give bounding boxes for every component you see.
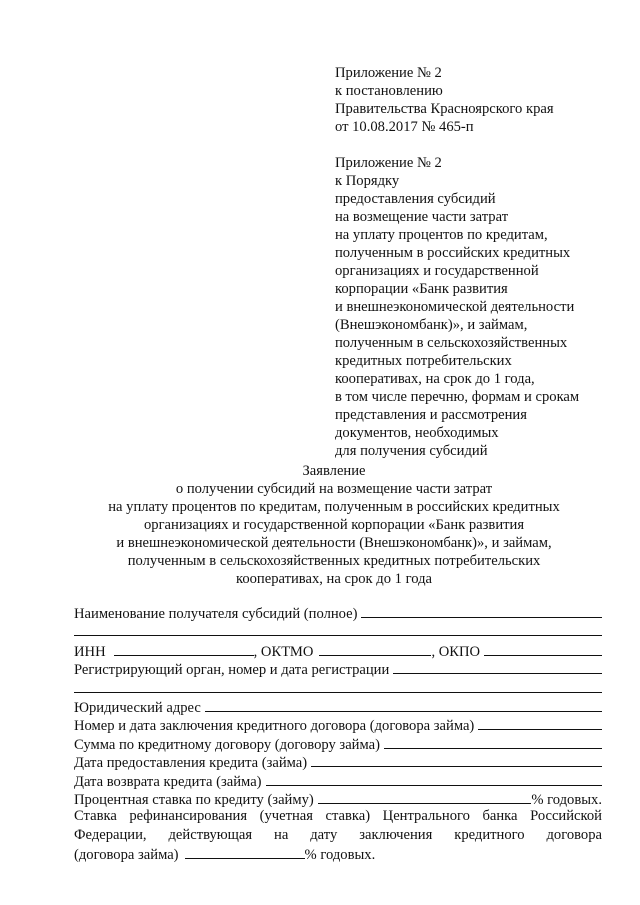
appendix-line: Правительства Красноярского края — [335, 101, 554, 117]
refinancing-line: Ставка рефинансирования (учетная ставка) Центрального банка Российской — [74, 808, 602, 825]
application-subtitle-line: и внешнеэкономической деятельности (Внешэкономбанк)», и займам, — [116, 535, 552, 551]
application-subtitle-line: на уплату процентов по кредитам, полученным в российских кредитных — [108, 499, 560, 515]
order-line: корпорации «Банк развития — [335, 281, 508, 297]
order-line: на возмещение части затрат — [335, 209, 509, 225]
recipient-name-row — [74, 603, 602, 621]
recipient-name-field-continued[interactable] — [74, 621, 602, 636]
refinancing-line: Федерации, действующая на дату заключения кредитного договора — [74, 826, 602, 843]
appendix-line: к постановлению — [335, 83, 443, 99]
inn-field[interactable] — [114, 641, 254, 656]
legal-address-field[interactable] — [205, 697, 602, 712]
contract-date-label: Номер и дата заключения кредитного договора (договора займа) — [74, 718, 475, 735]
order-line: организациях и государственной — [335, 263, 539, 279]
spacer — [335, 136, 625, 154]
contract-date-field[interactable] — [478, 715, 602, 730]
appendix-header — [335, 64, 625, 460]
refinancing-rate-field[interactable] — [185, 844, 305, 859]
order-line: Приложение № 2 — [335, 155, 442, 171]
registrar-label: Регистрирующий орган, номер и дата регистрации — [74, 662, 390, 679]
order-line: в том числе перечню, формам и срокам — [335, 389, 580, 405]
application-subtitle-line: организациях и государственной корпорации «Банк развития — [143, 517, 525, 533]
interest-rate-label: Процентная ставка по кредиту (займу) — [74, 791, 314, 808]
okpo-field[interactable] — [484, 641, 602, 656]
interest-rate-suffix: % годовых. — [531, 791, 602, 808]
order-line: кредитных потребительских — [335, 353, 512, 369]
order-line: кооперативах, на срок до 1 года, — [335, 371, 535, 387]
legal-address-label: Юридический адрес — [74, 699, 201, 716]
application-subtitle-line: кооперативах, на срок до 1 года — [235, 571, 433, 587]
recipient-name-field[interactable] — [361, 603, 602, 618]
return-date-row — [74, 771, 602, 789]
return-date-field[interactable] — [266, 771, 602, 786]
refinancing-paragraph — [74, 807, 602, 862]
application-form — [74, 603, 602, 863]
return-date-label: Дата возврата кредита (займа) — [74, 773, 262, 790]
legal-address-row — [74, 697, 602, 715]
appendix-line: Приложение № 2 — [335, 65, 442, 81]
order-line: документов, необходимых — [335, 425, 499, 441]
appendix-line: от 10.08.2017 № 465-п — [335, 119, 474, 135]
oktmo-field[interactable] — [319, 641, 431, 656]
order-line: предоставления субсидий — [335, 191, 496, 207]
application-heading: Заявление — [302, 463, 366, 479]
interest-rate-field[interactable] — [318, 789, 532, 804]
oktmo-label: , ОКТМО — [253, 643, 314, 660]
inn-label: ИНН — [74, 643, 106, 660]
issue-date-field[interactable] — [311, 752, 602, 767]
issue-date-row — [74, 752, 602, 770]
recipient-name-label: Наименование получателя субсидий (полное) — [74, 606, 358, 622]
codes-row — [74, 641, 602, 659]
refinancing-suffix: % годовых. — [304, 847, 376, 864]
okpo-label: , ОКПО — [431, 643, 481, 660]
application-subtitle-line: о получении субсидий на возмещение части затрат — [175, 481, 493, 497]
application-title — [60, 462, 608, 588]
contract-sum-row — [74, 734, 602, 752]
order-line: на уплату процентов по кредитам, — [335, 227, 548, 243]
order-line: полученным в сельскохозяйственных — [335, 335, 568, 351]
registrar-field-continued[interactable] — [74, 678, 602, 693]
refinancing-last-row — [74, 844, 602, 862]
refinancing-last-prefix: (договора займа) — [74, 847, 179, 864]
contract-sum-label: Сумма по кредитному договору (договору займа) — [74, 736, 380, 753]
order-line: (Внешэкономбанк)», и займам, — [335, 317, 528, 333]
order-line: и внешнеэкономической деятельности — [335, 299, 575, 315]
application-subtitle-line: полученным в сельскохозяйственных кредитных потребительских — [127, 553, 541, 569]
interest-rate-row — [74, 789, 602, 807]
order-line: для получения субсидий — [335, 443, 488, 459]
issue-date-label: Дата предоставления кредита (займа) — [74, 755, 308, 772]
order-line: полученным в российских кредитных — [335, 245, 571, 261]
contract-sum-field[interactable] — [384, 734, 602, 749]
registrar-row — [74, 659, 602, 677]
order-line: представления и рассмотрения — [335, 407, 527, 423]
registrar-field[interactable] — [393, 659, 602, 674]
order-line: к Порядку — [335, 173, 400, 189]
contract-date-row — [74, 715, 602, 733]
